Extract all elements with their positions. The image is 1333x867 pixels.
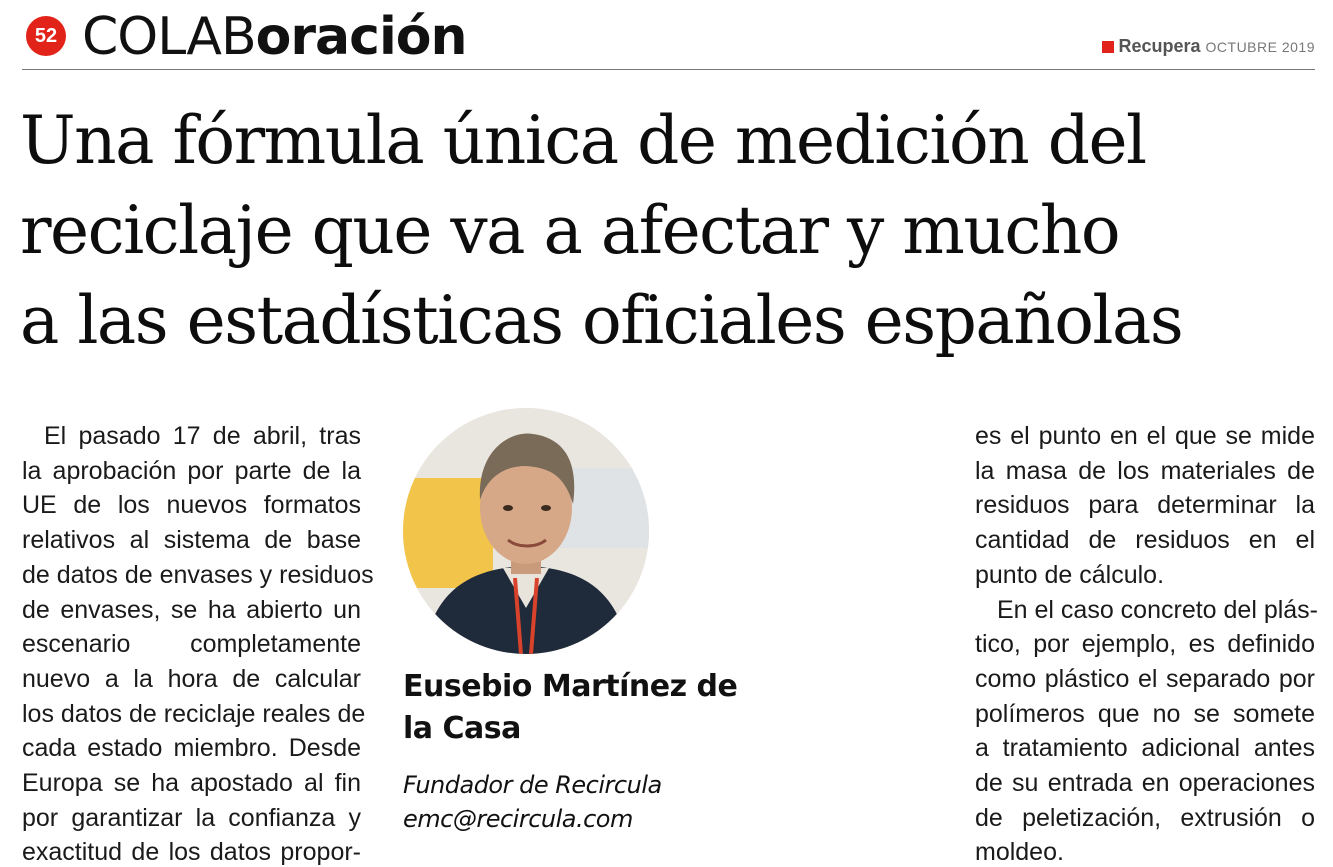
author-portrait: [403, 408, 649, 654]
body-line: relativos al sistema de base: [22, 526, 361, 555]
body-line: Europa se ha apostado al fin: [22, 769, 361, 798]
brand-square-icon: [1102, 41, 1114, 53]
right-text-column: [975, 419, 1319, 867]
body-line: a tratamiento adicional antes: [975, 734, 1315, 763]
author-credentials: [403, 768, 743, 836]
left-text-column: [22, 419, 374, 867]
author-portrait-illustration: [403, 408, 649, 654]
body-line: nuevo a la hora de calcular: [22, 664, 361, 693]
body-line: los datos de reciclaje reales de: [22, 699, 366, 728]
body-line: En el caso concreto del plás-: [997, 595, 1319, 624]
body-line: residuos para determinar la: [975, 491, 1315, 520]
body-line: polímeros que no se somete: [975, 699, 1315, 728]
body-line: como plástico el separado por: [975, 664, 1315, 693]
masthead: [1102, 36, 1315, 57]
body-line: cada estado miembro. Desde: [22, 734, 361, 763]
body-line: de peletización, extrusión o: [975, 803, 1315, 832]
headline-line: a las estadísticas oficiales españolas: [20, 282, 1183, 359]
page-number-badge: 52: [26, 16, 66, 56]
headline-line: reciclaje que va a afectar y mucho: [20, 192, 1120, 269]
body-line: tico, por ejemplo, es definido: [975, 630, 1315, 659]
author-email: emc@recircula.com: [403, 805, 633, 833]
body-line: es el punto en el que se mide: [975, 422, 1315, 450]
author-role: Fundador de Recircula: [403, 771, 662, 799]
section-title: [82, 6, 467, 68]
body-line: de datos de envases y residuos: [22, 560, 374, 589]
body-line: moldeo.: [975, 838, 1064, 867]
author-name-line: Eusebio Martínez de: [403, 669, 738, 704]
body-line: El pasado 17 de abril, tras: [44, 422, 361, 450]
author-name: [403, 666, 743, 750]
body-line: la aprobación por parte de la: [22, 456, 361, 485]
headline-line: Una fórmula única de medición del: [20, 102, 1146, 179]
body-line: escenario completamente: [22, 630, 361, 659]
body-line: de envases, se ha abierto un: [22, 595, 361, 624]
page-header: [22, 8, 1315, 70]
body-line: UE de los nuevos formatos: [22, 491, 361, 520]
section-title-light: COLAB: [82, 7, 256, 67]
body-line: por garantizar la confianza y: [22, 803, 361, 832]
body-line: la masa de los materiales de: [975, 456, 1315, 485]
body-line: exactitud de los datos propor-: [22, 838, 361, 867]
issue-date: OCTUBRE 2019: [1205, 39, 1315, 55]
body-line: punto de cálculo.: [975, 560, 1165, 589]
body-line: de su entrada en operaciones: [975, 769, 1315, 798]
article-headline: [20, 96, 1320, 366]
section-title-bold: oración: [255, 7, 467, 67]
body-line: cantidad de residuos en el: [975, 526, 1315, 555]
magazine-brand: Recupera: [1118, 36, 1201, 56]
author-name-line: la Casa: [403, 711, 521, 746]
